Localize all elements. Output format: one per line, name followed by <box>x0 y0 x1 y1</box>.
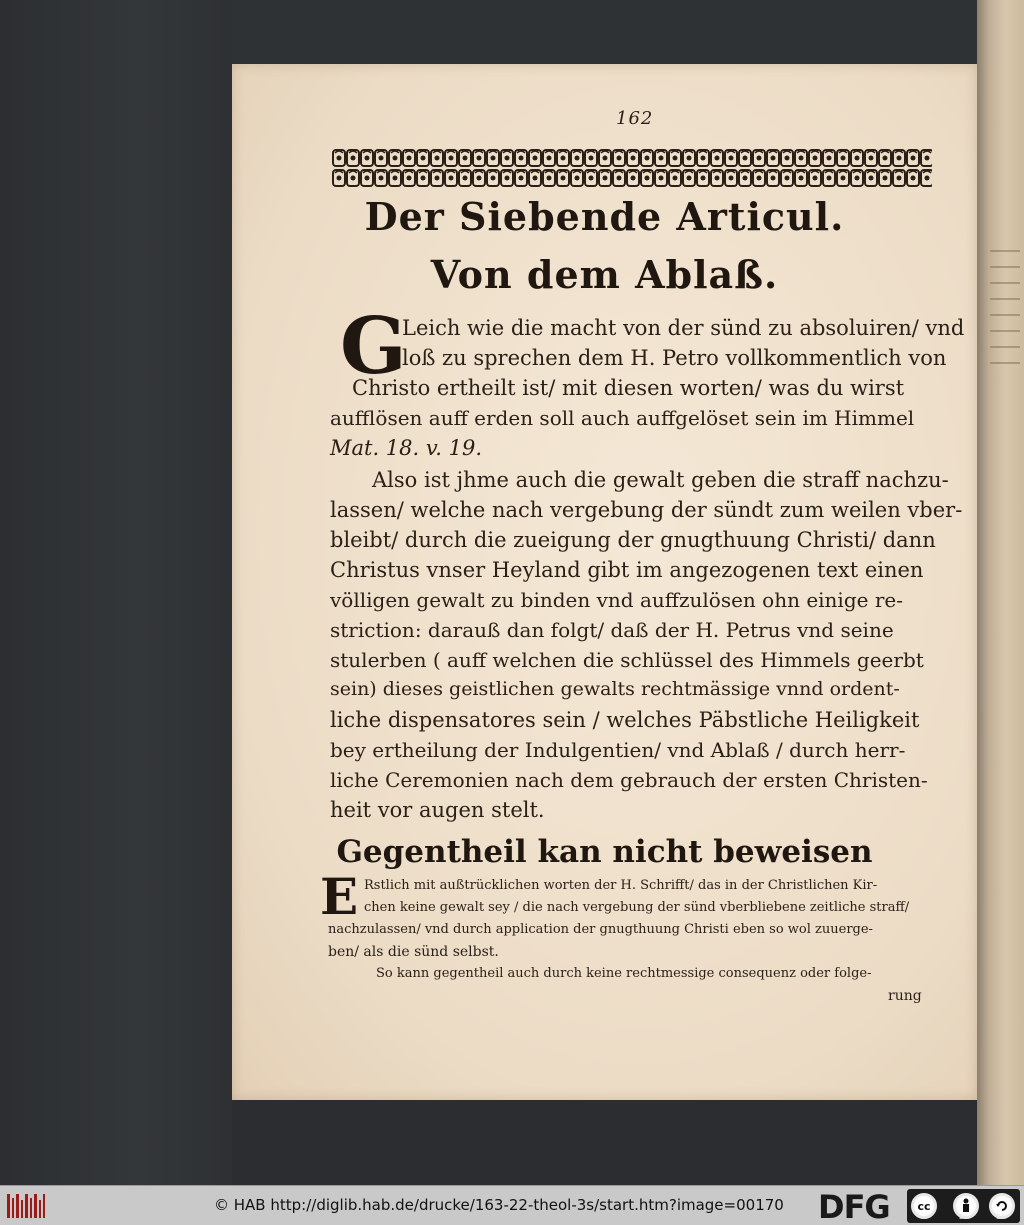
hab-logo-icon <box>6 1192 46 1220</box>
text-line: Mat. 18. v. 19. <box>330 436 483 460</box>
text-line: Leich wie die macht von der sünd zu absoluiren/ vnd <box>402 316 965 340</box>
text-line: So kann gegentheil auch durch keine rechtmessige consequenz oder folge- <box>376 966 872 981</box>
viewer-footer <box>0 1185 1024 1225</box>
facing-page-edge <box>977 0 1024 1185</box>
text-line: stulerben ( auff welchen die schlüssel des Himmels geerbt <box>330 648 924 672</box>
text-line: Christo ertheilt ist/ mit diesen worten/ was du wirst <box>352 376 905 400</box>
text-line: bleibt/ durch die zueigung der gnugthuung Christi/ dann <box>330 528 936 552</box>
cc-license-badge[interactable] <box>907 1189 1020 1223</box>
ornament-band <box>332 148 932 188</box>
drop-cap: E <box>320 867 359 926</box>
article-heading: Der Siebende Articul. <box>364 194 845 239</box>
text-line: bey ertheilung der Indulgentien/ vnd Ablaß / durch herr- <box>330 738 906 762</box>
text-line: liche dispensatores sein / welches Päbstliche Heiligkeit <box>330 708 920 732</box>
text-line: sein) dieses geistlichen gewalts rechtmässige vnnd ordent- <box>330 678 900 700</box>
article-subheading: Von dem Ablaß. <box>430 252 779 297</box>
text-line: lassen/ welche nach vergebung der sündt zum weilen vber- <box>330 498 963 522</box>
scanner-backdrop-left <box>0 0 232 1185</box>
text-line: striction: darauß dan folgt/ daß der H. Petrus vnd seine <box>330 618 894 642</box>
copyright-link[interactable]: © HAB http://diglib.hab.de/drucke/163-22-theol-3s/start.htm?image=00170 <box>214 1196 784 1214</box>
text-line: Also ist jhme auch die gewalt geben die straff nachzu- <box>372 468 949 492</box>
sa-label: SA <box>996 1213 1006 1221</box>
text-line: rung <box>888 988 922 1004</box>
cc-icon: cc <box>911 1193 937 1219</box>
section-heading: Gegentheil kan nicht beweisen <box>336 834 873 870</box>
book-page <box>232 64 977 1100</box>
text-line: liche Ceremonien nach dem gebrauch der ersten Christen- <box>330 768 928 792</box>
scanner-backdrop-top <box>232 0 977 64</box>
text-line: nachzulassen/ vnd durch application der gnugthuung Christi eben so wol zuuerge- <box>328 922 873 937</box>
text-line: aufflösen auff erden soll auch auffgelöset sein im Himmel <box>330 406 915 430</box>
text-line: loß zu sprechen dem H. Petro vollkommentlich von <box>402 346 947 370</box>
facing-page-text-traces <box>990 250 1020 378</box>
text-line: Christus vnser Heyland gibt im angezogenen text einen <box>330 558 924 582</box>
drop-cap: G <box>340 301 407 392</box>
text-line: völligen gewalt zu binden vnd auffzulösen ohn einige re- <box>330 588 903 612</box>
page-number: 162 <box>616 108 654 129</box>
text-line: Rstlich mit außtrücklichen worten der H. Schrifft/ das in der Christlichen Kir- <box>364 878 878 893</box>
by-label: BY <box>959 1213 968 1221</box>
dfg-logo[interactable]: DFG <box>818 1188 890 1225</box>
text-line: chen keine gewalt sey / die nach vergebung der sünd vberbliebene zeitliche straff/ <box>364 900 910 915</box>
text-line: ben/ als die sünd selbst. <box>328 944 499 960</box>
text-line: heit vor augen stelt. <box>330 798 545 822</box>
scanner-backdrop-bottom <box>232 1100 977 1185</box>
